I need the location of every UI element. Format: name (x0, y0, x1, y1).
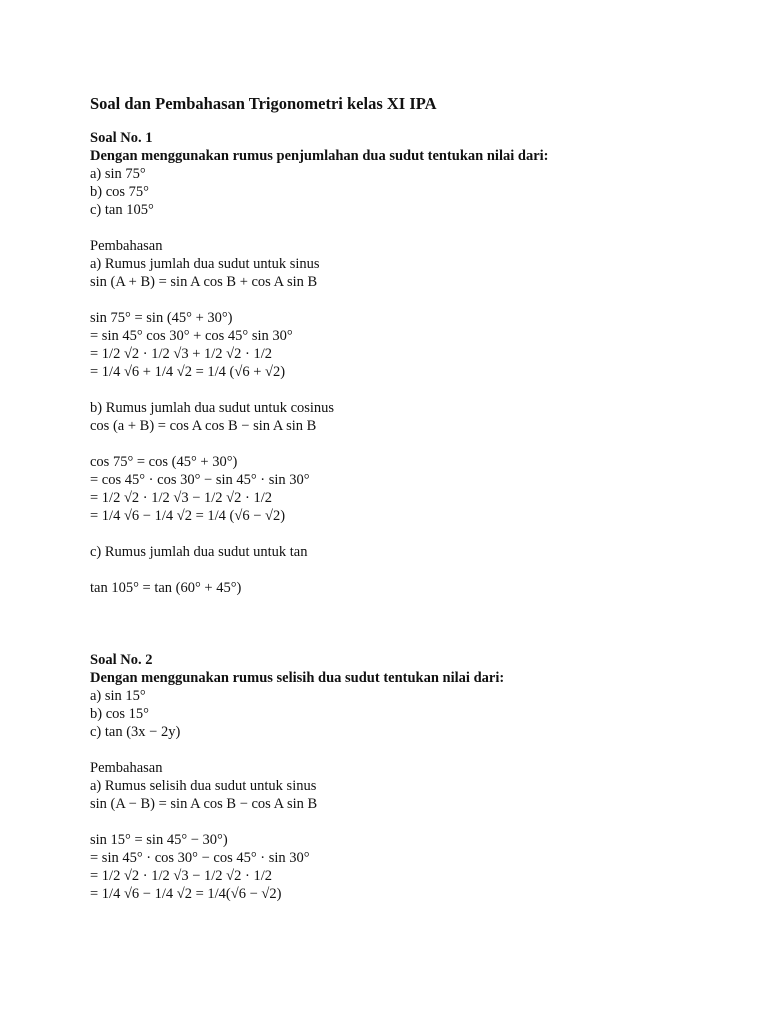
soal-2-part-a-step: sin 15° = sin 45° − 30°) (90, 832, 228, 848)
soal-1-part-a-step: = sin 45° cos 30° + cos 45° sin 30° (90, 328, 293, 344)
soal-1-item: b) cos 75° (90, 184, 149, 200)
soal-1-part-b-step: = cos 45° · cos 30° − sin 45° · sin 30° (90, 472, 310, 488)
soal-1-heading: Soal No. 1 (90, 130, 153, 146)
soal-1-item: c) tan 105° (90, 202, 154, 218)
soal-2-heading: Soal No. 2 (90, 652, 153, 668)
document-title: Soal dan Pembahasan Trigonometri kelas XI IPA (90, 94, 437, 113)
soal-2-item: a) sin 15° (90, 688, 146, 704)
soal-1-part-a-step: = 1/2 √2 · 1/2 √3 + 1/2 √2 · 1/2 (90, 346, 273, 362)
soal-1-part-a-step: sin 75° = sin (45° + 30°) (90, 310, 233, 326)
soal-2-part-a-formula: sin (A − B) = sin A cos B − cos A sin B (90, 796, 318, 812)
soal-1-part-b-formula: cos (a + B) = cos A cos B − sin A sin B (90, 418, 317, 434)
soal-1-part-b-step: = 1/2 √2 · 1/2 √3 − 1/2 √2 · 1/2 (90, 490, 273, 506)
document-page (90, 93, 730, 903)
soal-2-item: b) cos 15° (90, 706, 149, 722)
soal-2-part-a-step: = sin 45° · cos 30° − cos 45° · sin 30° (90, 850, 310, 866)
soal-2-part-a-label: a) Rumus selisih dua sudut untuk sinus (90, 778, 317, 794)
soal-1-part-a-step: = 1/4 √6 + 1/4 √2 = 1/4 (√6 + √2) (90, 364, 286, 380)
soal-1-part-a-formula: sin (A + B) = sin A cos B + cos A sin B (90, 274, 318, 290)
soal-2-part-a-step: = 1/2 √2 · 1/2 √3 − 1/2 √2 · 1/2 (90, 868, 273, 884)
soal-1-pembahasan-label: Pembahasan (90, 238, 163, 254)
soal-1-part-b-label: b) Rumus jumlah dua sudut untuk cosinus (90, 400, 335, 416)
soal-1-part-b-step: cos 75° = cos (45° + 30°) (90, 454, 238, 470)
soal-1-question: Dengan menggunakan rumus penjumlahan dua sudut tentukan nilai dari: (90, 148, 549, 164)
soal-1-part-b-step: = 1/4 √6 − 1/4 √2 = 1/4 (√6 − √2) (90, 508, 286, 524)
soal-2-item: c) tan (3x − 2y) (90, 724, 181, 740)
soal-2-pembahasan-label: Pembahasan (90, 760, 163, 776)
soal-1-part-c-step: tan 105° = tan (60° + 45°) (90, 580, 242, 596)
soal-1-part-a-label: a) Rumus jumlah dua sudut untuk sinus (90, 256, 320, 272)
soal-2-part-a-step: = 1/4 √6 − 1/4 √2 = 1/4(√6 − √2) (90, 886, 282, 902)
soal-1-part-c-label: c) Rumus jumlah dua sudut untuk tan (90, 544, 308, 560)
soal-1-item: a) sin 75° (90, 166, 146, 182)
soal-2-question: Dengan menggunakan rumus selisih dua sudut tentukan nilai dari: (90, 670, 505, 686)
